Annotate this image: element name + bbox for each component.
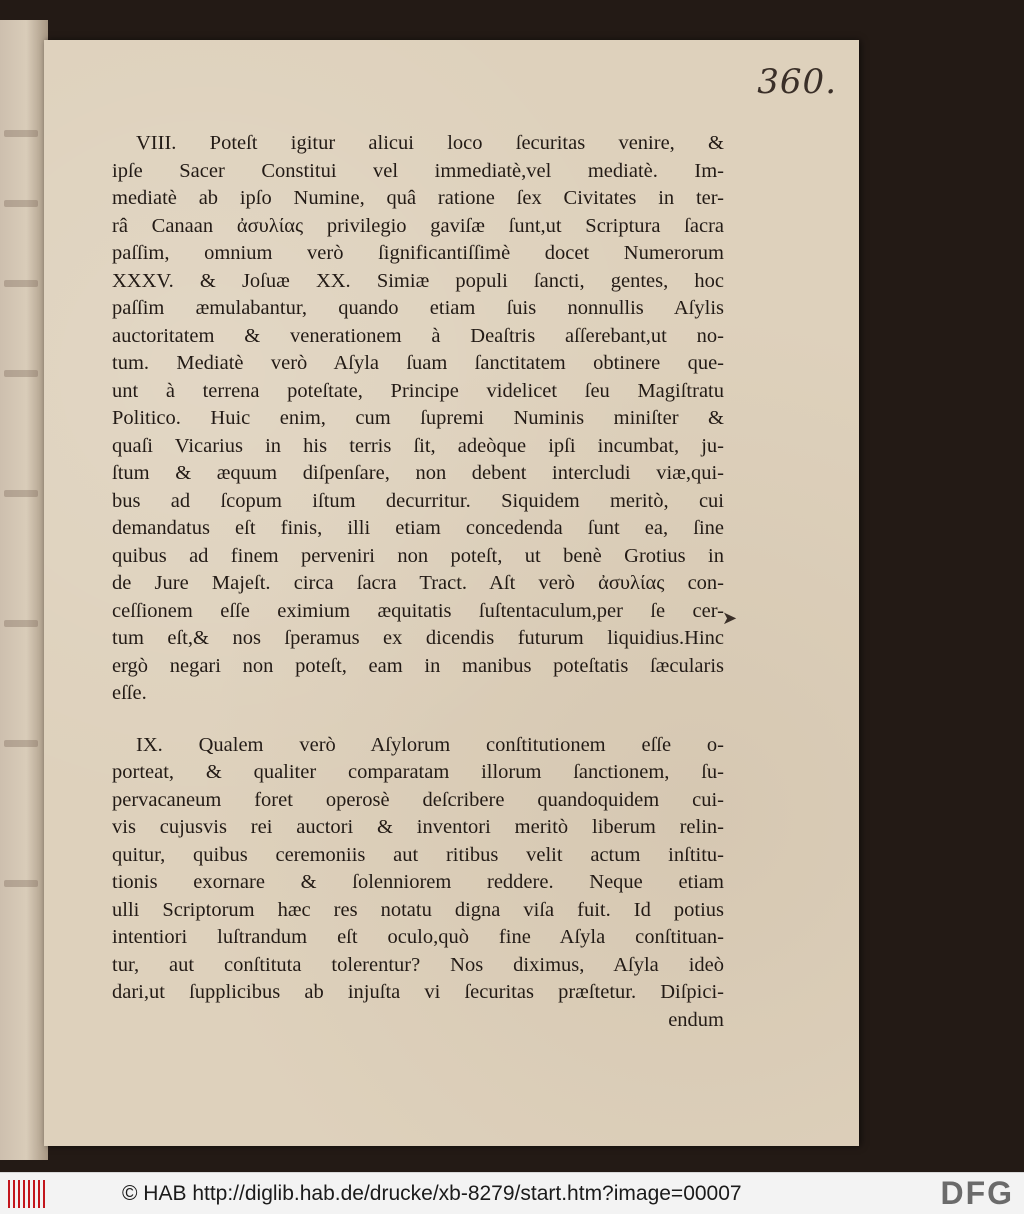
margin-pointer-icon: ➤ (722, 608, 738, 628)
catchword: endum (668, 1008, 724, 1031)
text-line: ipſe Sacer Constitui vel immediatè,vel mediatè. Im- (112, 159, 724, 182)
bleed-through-mark (4, 370, 38, 377)
copyright-link[interactable]: © HAB http://diglib.hab.de/drucke/xb-8279/start.htm?image=00007 (122, 1181, 742, 1205)
text-line: tum. Mediatè verò Aſyla ſuam ſanctitatem obtinere que- (112, 352, 724, 374)
body-text (112, 130, 724, 1034)
text-line: ergò negari non poteſt, eam in manibus poteſtatis ſæcularis (112, 654, 724, 677)
bleed-through-mark (4, 130, 38, 137)
text-line: mediatè ab ipſo Numine, quâ ratione ſex Civitates in ter- (112, 187, 724, 209)
book-page (44, 40, 859, 1146)
text-line: XXXV. & Joſuæ XX. Simiæ populi ſancti, gentes, hoc (112, 269, 724, 292)
text-line: Politico. Huic enim, cum ſupremi Numinis miniſter & (112, 407, 724, 429)
text-line: pervacaneum foret operosè deſcribere quandoquidem cui- (112, 788, 724, 811)
text-line: dari,ut ſupplicibus ab injuſta vi ſecuritas præſtetur. Diſpici- (112, 981, 724, 1003)
bleed-through-mark (4, 880, 38, 887)
text-line: quitur, quibus ceremoniis aut ritibus velit actum inſtitu- (112, 843, 724, 866)
text-line: paſſim æmulabantur, quando etiam ſuis nonnullis Aſylis (112, 297, 724, 319)
text-line: IX. Qualem verò Aſylorum conſtitutionem eſſe o- (136, 733, 724, 756)
text-line: tur, aut conſtituta tolerentur? Nos diximus, Aſyla ideò (112, 953, 724, 976)
barcode-icon (8, 1180, 48, 1208)
paragraph-ix (112, 732, 724, 1035)
text-line: auctoritatem & venerationem à Deaſtris aſſerebant,ut no- (112, 324, 724, 347)
text-line: unt à terrena poteſtate, Principe videlicet ſeu Magiſtratu (112, 379, 724, 402)
text-line: intentiori luſtrandum eſt oculo,quò fine Aſyla conſtituan- (112, 926, 724, 948)
page-number: 360. (757, 62, 837, 102)
paragraph-viii (112, 130, 724, 708)
bleed-through-mark (4, 280, 38, 287)
text-line: demandatus eſt finis, illi etiam concedenda ſunt ea, ſine (112, 517, 724, 539)
dfg-logo: DFG (940, 1175, 1014, 1211)
previous-page-edge (0, 20, 48, 1160)
text-line: quibus ad finem perveniri non poteſt, ut benè Grotius in (112, 544, 724, 567)
text-line: de Jure Majeſt. circa ſacra Tract. Aſt verò ἀσυλίας con- (112, 572, 724, 594)
text-line: paſſim, omnium verò ſignificantiſſimè docet Numerorum (112, 242, 724, 264)
text-line: ulli Scriptorum hæc res notatu digna viſa fuit. Id potius (112, 898, 724, 921)
text-line: râ Canaan ἀσυλίας privilegio gaviſæ ſunt,ut Scriptura ſacra (112, 214, 724, 237)
text-line: bus ad ſcopum iſtum decurritur. Siquidem meritò, cui (112, 489, 724, 512)
text-line: eſſe. (112, 682, 147, 704)
text-line: VIII. Poteſt igitur alicui loco ſecuritas venire, & (136, 132, 724, 154)
bleed-through-mark (4, 620, 38, 627)
text-line: ſtum & æquum diſpenſare, non debent intercludi viæ,qui- (112, 462, 724, 484)
bleed-through-mark (4, 740, 38, 747)
bleed-through-mark (4, 490, 38, 497)
text-line: vis cujusvis rei auctori & inventori meritò liberum relin- (112, 816, 724, 838)
paragraph-gap (112, 708, 724, 732)
text-line: tionis exornare & ſolenniorem reddere. Neque etiam (112, 871, 724, 893)
text-line: porteat, & qualiter comparatam illorum ſanctionem, ſu- (112, 761, 724, 783)
text-line: tum eſt,& nos ſperamus ex dicendis futurum liquidius.Hinc (112, 627, 724, 649)
viewer-footer (0, 1172, 1024, 1214)
bleed-through-mark (4, 200, 38, 207)
text-line: ceſſionem eſſe eximium æquitatis ſuſtentaculum,per ſe cer- (112, 599, 724, 622)
text-line: quaſi Vicarius in his terris ſit, adeòque ipſi incumbat, ju- (112, 434, 724, 457)
